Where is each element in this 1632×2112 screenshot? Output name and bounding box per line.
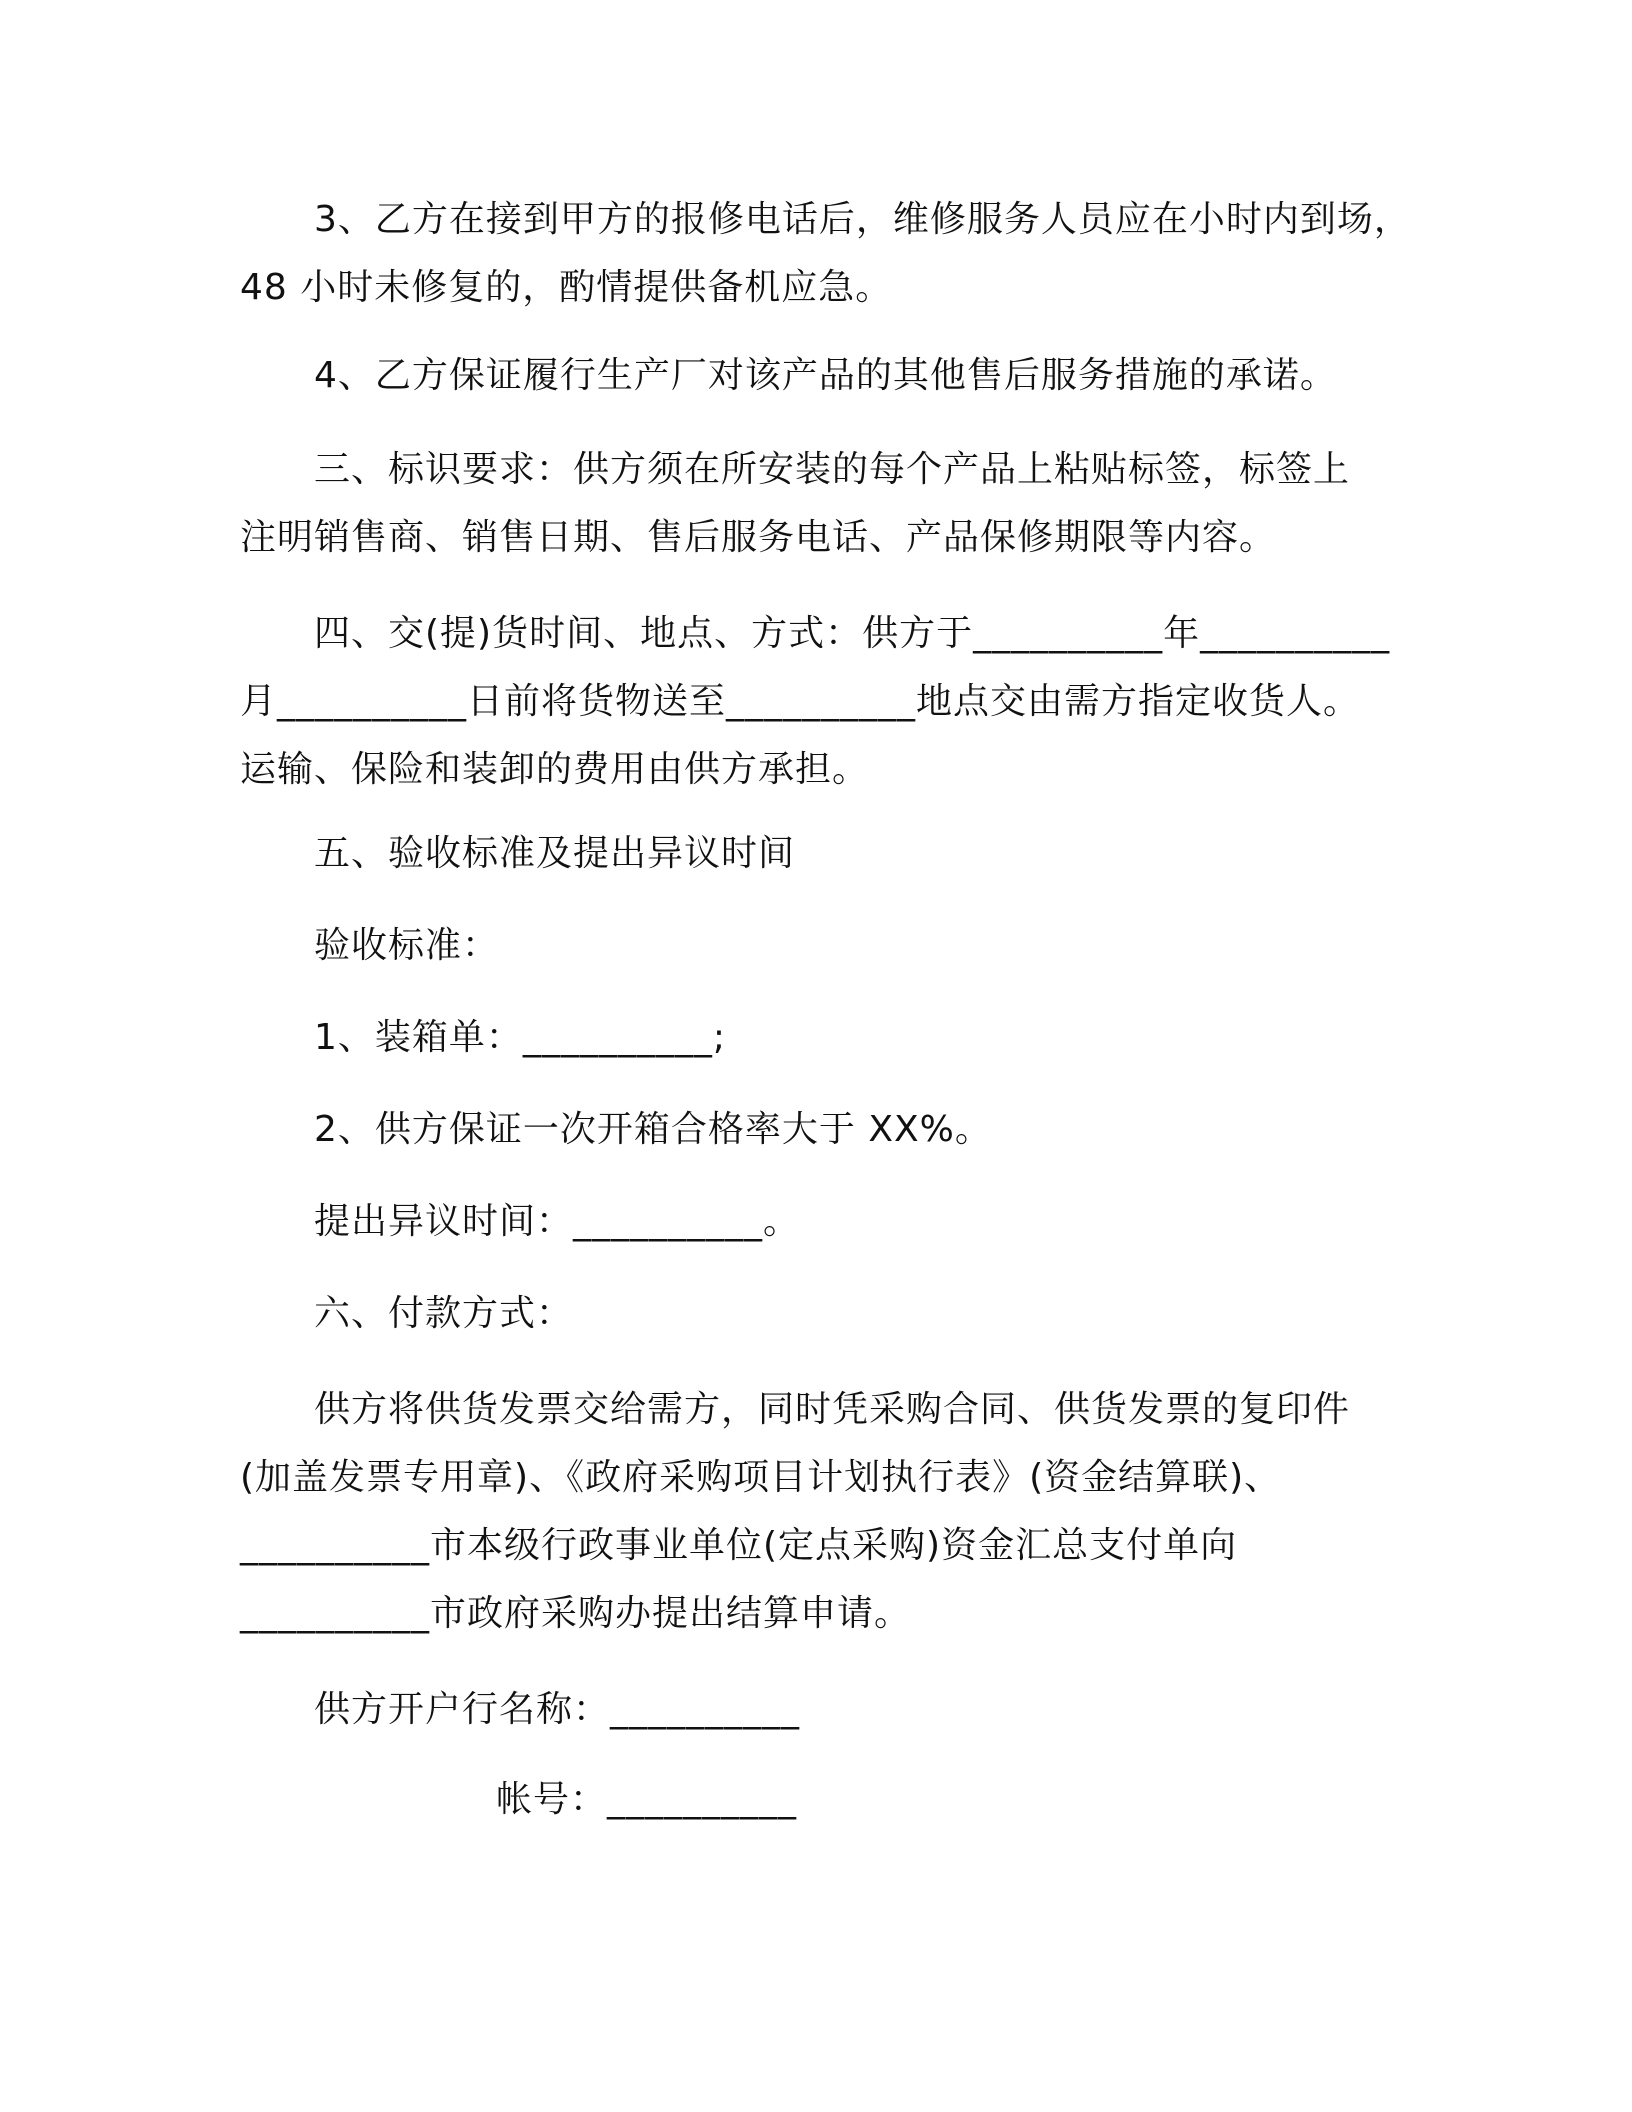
packing-list-item xyxy=(240,1004,1400,1072)
paragraph-section-4 xyxy=(240,600,1400,804)
text-line: 五、验收标准及提出异议时间 xyxy=(314,833,796,874)
section-6-title xyxy=(240,1280,1400,1348)
text-line: 48 小时未修复的，酌情提供备机应急。 xyxy=(240,267,893,308)
text-line: 注明销售商、销售日期、售后服务电话、产品保修期限等内容。 xyxy=(240,517,1277,558)
account-item xyxy=(496,1766,1096,1834)
paragraph-payment xyxy=(240,1376,1400,1648)
text-line: 提出异议时间：__________。 xyxy=(314,1201,801,1242)
text-line: 三、标识要求：供方须在所安装的每个产品上粘贴标签，标签上 xyxy=(314,449,1351,490)
text-line: 验收标准： xyxy=(314,925,500,966)
text-line: 供方将供货发票交给需方，同时凭采购合同、供货发票的复印件 xyxy=(314,1389,1351,1430)
text-line: __________市政府采购办提出结算申请。 xyxy=(240,1593,912,1634)
text-line: 供方开户行名称：__________ xyxy=(314,1689,801,1730)
text-line: 4、乙方保证履行生产厂对该产品的其他售后服务措施的承诺。 xyxy=(314,355,1337,396)
acceptance-standard-label xyxy=(240,912,1400,980)
pass-rate-item xyxy=(240,1096,1400,1164)
text-line: 3、乙方在接到甲方的报修电话后，维修服务人员应在小时内到场， xyxy=(314,199,1411,240)
paragraph-section-3 xyxy=(240,436,1400,572)
text-line: __________市本级行政事业单位(定点采购)资金汇总支付单向 xyxy=(240,1525,1238,1566)
text-line: 1、装箱单：__________; xyxy=(314,1017,727,1058)
text-line: 运输、保险和装卸的费用由供方承担。 xyxy=(240,749,870,790)
paragraph-service-4 xyxy=(240,342,1400,410)
text-line: 月__________日前将货物送至__________地点交由需方指定收货人。 xyxy=(240,681,1361,722)
text-line: (加盖发票专用章)、《政府采购项目计划执行表》(资金结算联)、 xyxy=(240,1457,1282,1498)
section-5-title xyxy=(240,820,1400,888)
objection-time-item xyxy=(240,1188,1400,1256)
text-line: 帐号：__________ xyxy=(496,1779,798,1820)
text-line: 2、供方保证一次开箱合格率大于 XX%。 xyxy=(314,1109,992,1150)
text-line: 六、付款方式： xyxy=(314,1293,574,1334)
paragraph-service-3 xyxy=(240,186,1411,322)
text-line: 四、交(提)货时间、地点、方式：供方于__________年__________ xyxy=(314,613,1391,654)
bank-name-item xyxy=(240,1676,1400,1744)
